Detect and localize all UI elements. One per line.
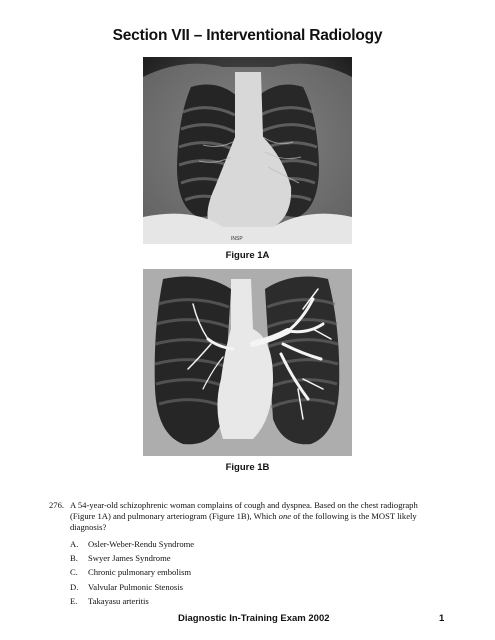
figure-1a-chest-radiograph <box>143 57 352 244</box>
option-b <box>70 551 194 565</box>
figure-1a-caption: Figure 1A <box>225 250 270 261</box>
option-a <box>70 537 194 551</box>
figure-1b-pulmonary-arteriogram <box>143 269 352 456</box>
stem-text: (Figure 1A) and pulmonary arteriogram (Figure 1B), Which <box>70 511 279 521</box>
stem-line: A 54-year-old schizophrenic woman complains of cough and dyspnea. Based on the chest radiograph <box>70 500 418 510</box>
stem-line <box>70 511 450 522</box>
option-letter: A. <box>70 539 79 549</box>
option-text: Swyer James Syndrome <box>88 553 171 564</box>
answer-options <box>70 537 194 608</box>
option-text: Takayasu arteritis <box>88 595 149 606</box>
option-text: Osler-Weber-Rendu Syndrome <box>88 539 195 549</box>
option-letter: E. <box>70 595 78 606</box>
option-letter: D. <box>70 581 79 592</box>
option-c <box>70 565 194 579</box>
option-letter: C. <box>70 567 78 578</box>
option-d <box>70 580 194 594</box>
figure-1b-caption: Figure 1B <box>225 462 270 473</box>
page-title: Section VII – Interventional Radiology <box>112 27 383 44</box>
page-number: 1 <box>439 613 445 624</box>
option-e <box>70 594 194 608</box>
option-letter: B. <box>70 553 78 564</box>
footer-exam-title: Diagnostic In-Training Exam 2002 <box>178 613 330 624</box>
option-text: Valvular Pulmonic Stenosis <box>88 581 184 592</box>
film-marker: INSP <box>231 236 243 242</box>
question-stem <box>70 500 450 533</box>
stem-emphasis: one <box>278 511 292 521</box>
stem-line: diagnosis? <box>70 522 107 532</box>
stem-text: of the following is the MOST likely <box>291 511 417 521</box>
option-text: Chronic pulmonary embolism <box>88 567 192 578</box>
question-number: 276. <box>49 500 65 510</box>
